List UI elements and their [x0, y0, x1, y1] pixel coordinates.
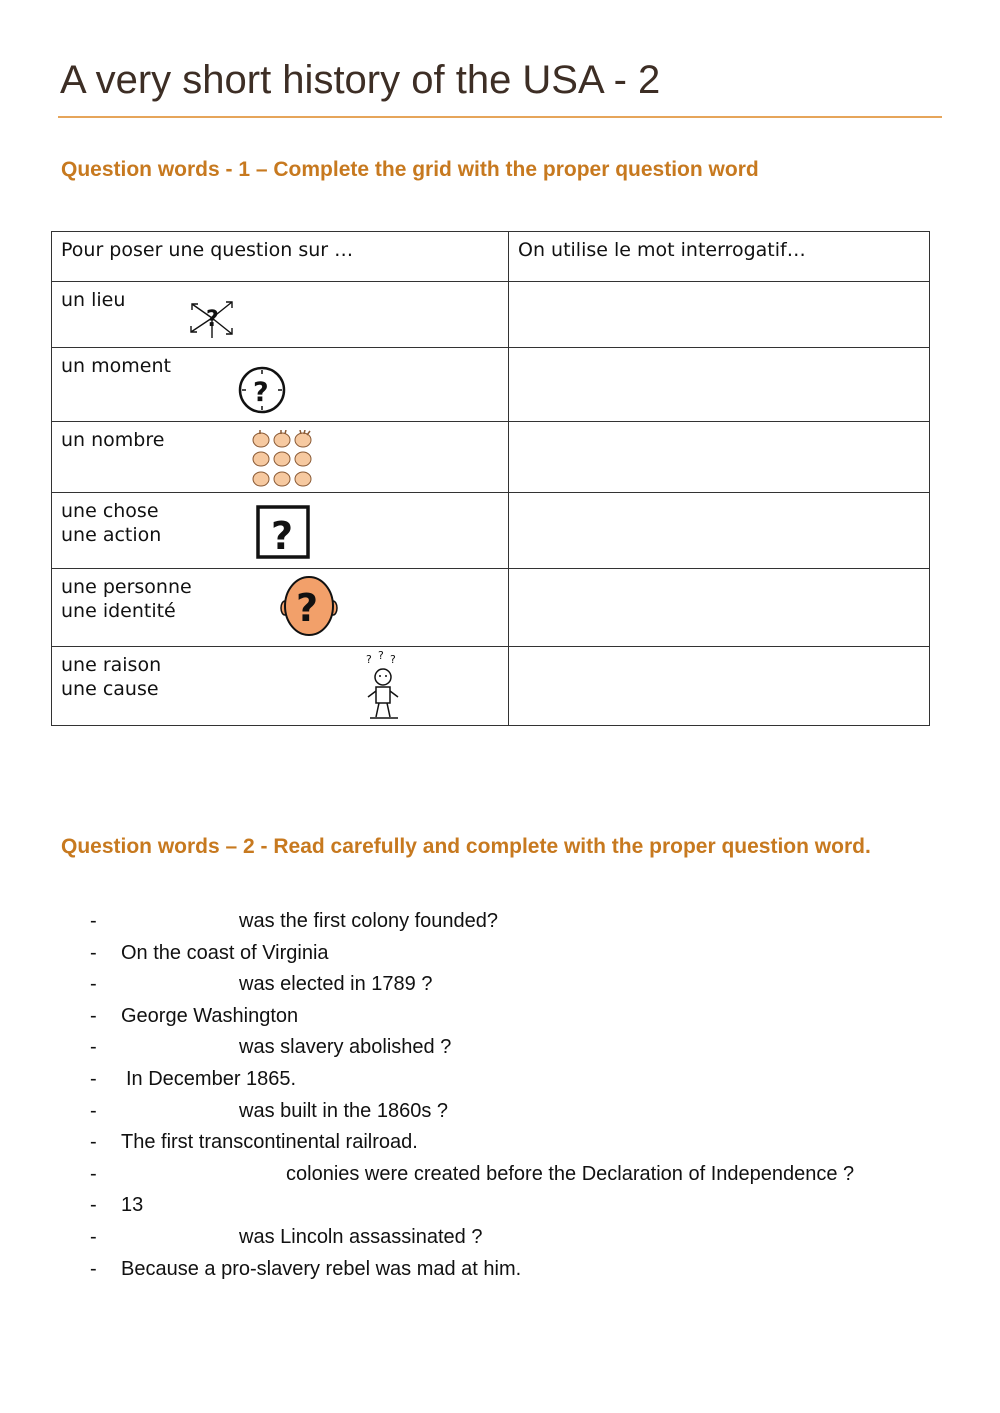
grid-row-person: [52, 569, 930, 647]
section-1-heading: Question words - 1 – Complete the grid with the proper question word: [61, 158, 759, 181]
row-subject-cell: [52, 493, 509, 569]
answer-cell-thing[interactable]: [509, 493, 930, 569]
question-word-grid: [51, 231, 930, 726]
puzzled-person-icon: [364, 651, 404, 723]
grid-row-time: [52, 348, 930, 422]
row-label-secondary: une identité: [61, 600, 176, 622]
svg-text:?: ?: [390, 653, 396, 666]
row-subject-cell: [52, 569, 509, 647]
svg-text:?: ?: [253, 377, 269, 408]
grid-header-row: [52, 232, 930, 282]
place-question-icon: [188, 296, 236, 340]
list-item-answer: - Because a pro-slavery rebel was mad at him.: [90, 1257, 522, 1280]
row-label-secondary: une action: [61, 524, 162, 546]
grid-row-reason: [52, 647, 930, 726]
row-subject-cell: [52, 647, 509, 726]
answer-cell-time[interactable]: [509, 348, 930, 422]
grid-row-thing: [52, 493, 930, 569]
list-item-question: - was slavery abolished ?: [90, 1036, 452, 1059]
list-item-answer: - George Washington: [90, 1004, 299, 1027]
question-answer-list: [90, 906, 854, 1285]
list-item-question: - colonies were created before the Declaration of Independence ?: [90, 1162, 855, 1185]
row-subject-cell: [52, 282, 509, 348]
svg-text:?: ?: [378, 651, 384, 662]
list-item-question: - was the first colony founded?: [90, 910, 499, 932]
row-subject-cell: [52, 422, 509, 493]
svg-text:?: ?: [296, 586, 319, 630]
answer-cell-number[interactable]: [509, 422, 930, 493]
header-col-subject: Pour poser une question sur …: [52, 232, 509, 282]
svg-text:?: ?: [366, 653, 372, 666]
clock-question-icon: [238, 366, 286, 414]
row-label: une raison: [61, 654, 162, 676]
question-head-icon: [280, 575, 338, 637]
svg-text:?: ?: [271, 514, 294, 558]
list-item-question: - was Lincoln assassinated ?: [90, 1225, 483, 1248]
row-label-secondary: une cause: [61, 678, 159, 700]
header-col-question-word: On utilise le mot interrogatif…: [509, 232, 930, 282]
row-label: une personne: [61, 576, 192, 598]
grid-row-number: [52, 422, 930, 493]
question-box-icon: [256, 505, 310, 559]
title-divider: [58, 116, 942, 118]
row-subject-cell: [52, 348, 509, 422]
svg-text:?: ?: [206, 307, 219, 332]
list-item-question: - was built in the 1860s ?: [90, 1099, 449, 1122]
answer-cell-reason[interactable]: [509, 647, 930, 726]
list-item-answer: - 13: [90, 1194, 144, 1217]
answer-cell-place[interactable]: [509, 282, 930, 348]
list-item-answer: - In December 1865.: [90, 1067, 297, 1090]
counting-hands-icon: [250, 430, 316, 490]
section-2-heading: Question words – 2 - Read carefully and complete with the proper question word.: [61, 835, 871, 858]
row-label: une chose: [61, 500, 159, 522]
row-label: un nombre: [61, 429, 165, 451]
row-label: un lieu: [61, 289, 126, 311]
list-item-answer: - The first transcontinental railroad.: [90, 1131, 418, 1154]
list-item-answer: - On the coast of Virginia: [90, 941, 329, 964]
answer-cell-person[interactable]: [509, 569, 930, 647]
row-label: un moment: [61, 355, 171, 377]
page-title: A very short history of the USA - 2: [60, 58, 661, 102]
grid-row-place: [52, 282, 930, 348]
list-item-question: - was elected in 1789 ?: [90, 973, 433, 996]
